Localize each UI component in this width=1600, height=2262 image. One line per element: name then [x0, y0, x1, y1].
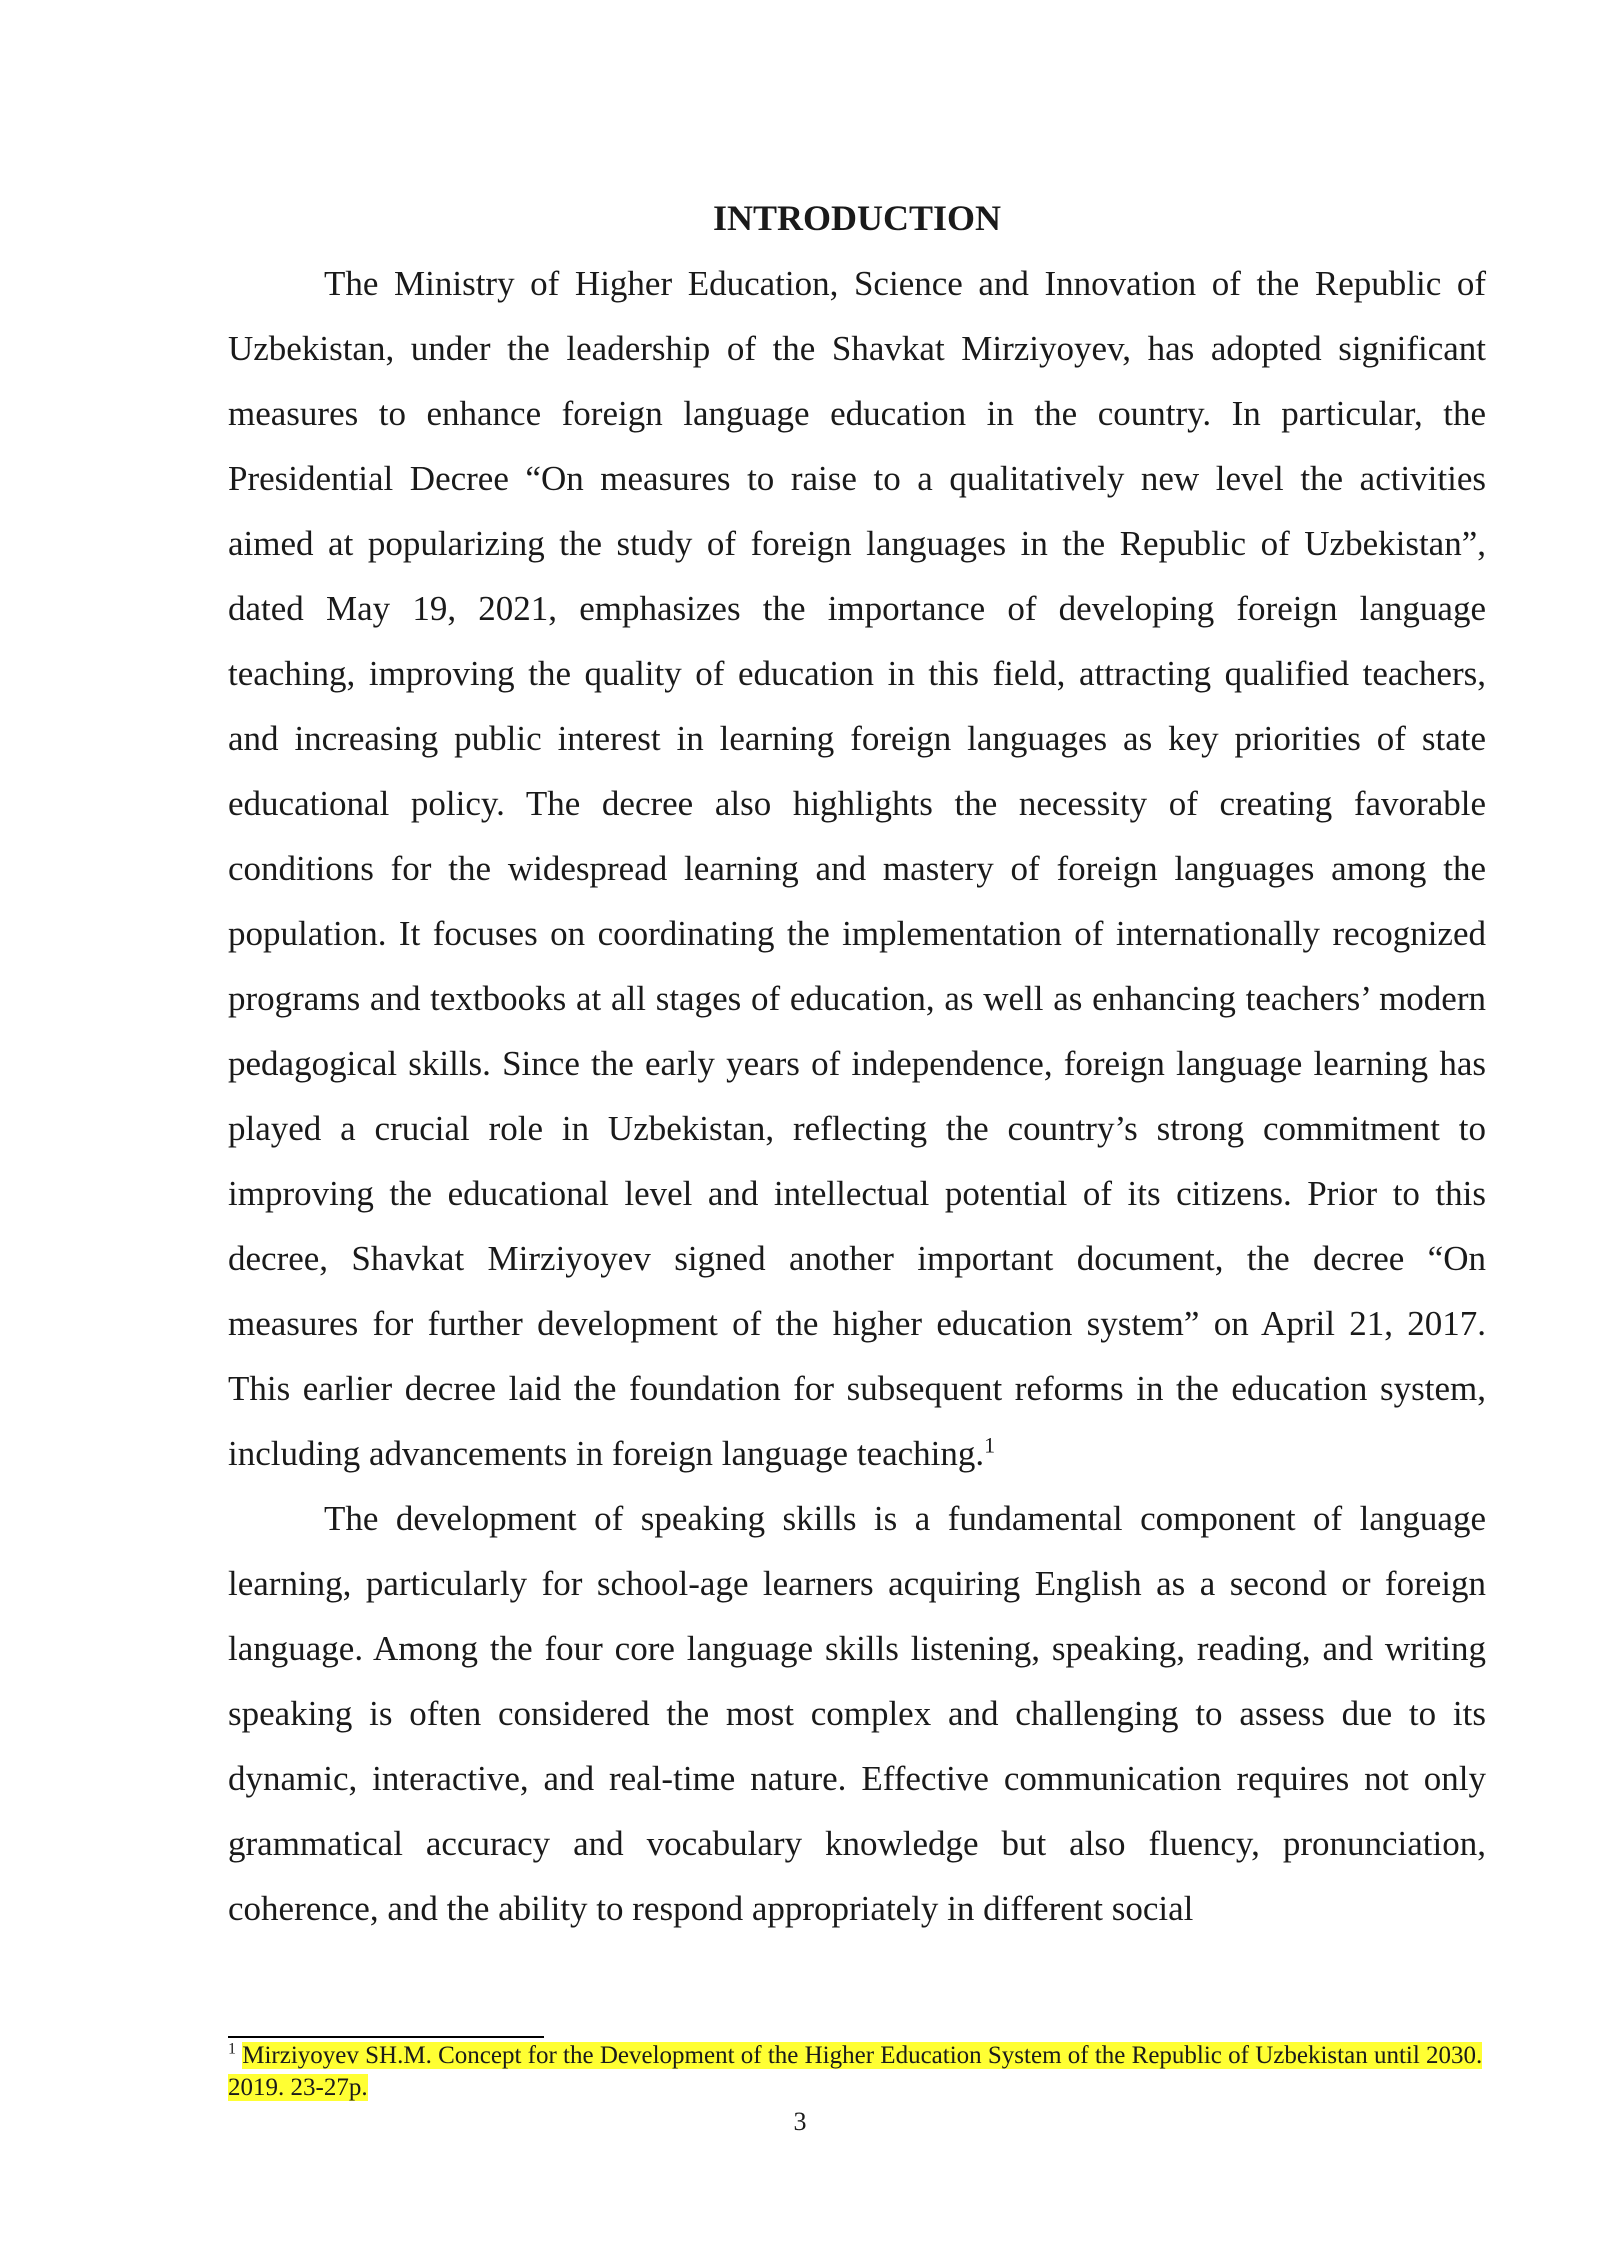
- footnote-text: Mirziyoyev SH.M. Concept for the Development of the Higher Education System of the Republic of Uzbekistan until 2030. 2019. 23-27p.: [228, 2042, 1483, 2101]
- footnote-reference: 1: [984, 1432, 996, 1458]
- paragraph-2: [228, 1486, 1486, 1941]
- body-text: [228, 251, 1486, 1941]
- paragraph-1-text: The Ministry of Higher Education, Science and Innovation of the Republic of Uzbekistan, under the leadership of the Shavkat Mirziyoyev, has adopted significant measures to enhance foreign language education in the country. In particular, the Presidential Decree “On measures to raise to a qualitatively new level the activities aimed at popularizing the study of foreign languages in the Republic of Uzbekistan”, dated May 19, 2021, emphasizes the importance of developing foreign language teaching, improving the quality of education in this field, attracting qualified teachers, and increasing public interest in learning foreign languages as key priorities of state educational policy. The decree also highlights the necessity of creating favorable conditions for the widespread learning and mastery of foreign languages among the population. It focuses on coordinating the implementation of internationally recognized programs and textbooks at all stages of education, as well as enhancing teachers’ modern pedagogical skills. Since the early years of independence, foreign language learning has played a crucial role in Uzbekistan, reflecting the country’s strong commitment to improving the educational level and intellectual potential of its citizens. Prior to this decree, Shavkat Mirziyoyev signed another important document, the decree “On measures for further development of the higher education system” on April 21, 2017. This earlier decree laid the foundation for subsequent reforms in the education system, including advancements in foreign language teaching.: [228, 264, 1486, 1473]
- paragraph-2-text: The development of speaking skills is a fundamental component of language learning, particularly for school-age learners acquiring English as a second or foreign language. Among the four core language skills listening, speaking, reading, and writing speaking is often considered the most complex and challenging to assess due to its dynamic, interactive, and real-time nature. Effective communication requires not only grammatical accuracy and vocabulary knowledge but also fluency, pronunciation, coherence, and the ability to respond appropriately in different social: [228, 1499, 1486, 1928]
- page-title: INTRODUCTION: [712, 198, 1002, 238]
- paragraph-1: [228, 251, 1486, 1486]
- page-number: 3: [793, 2107, 807, 2136]
- footnote: [228, 2040, 1486, 2104]
- footnote-marker: 1: [228, 2040, 236, 2058]
- footnote-separator: [228, 2036, 544, 2038]
